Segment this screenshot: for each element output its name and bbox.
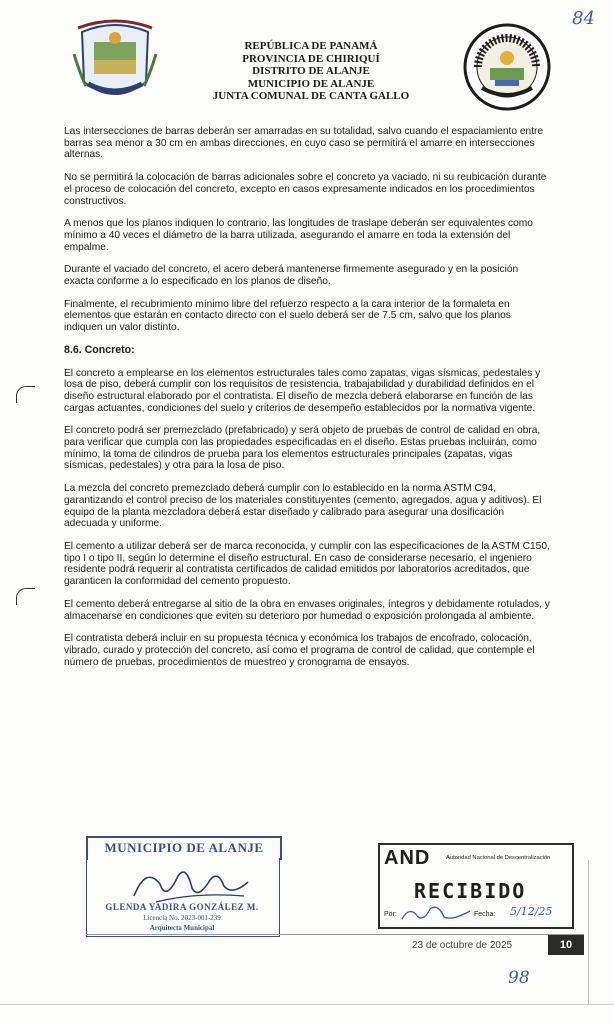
municipio-stamp (86, 836, 278, 938)
paragraph: Durante el vaciado del concreto, el acero deberá mantenerse firmemente asegurado y en la posición exacta conforme a lo especificado en los planos de diseño. (64, 264, 519, 288)
paragraph: La mezcla del concreto premezclado deberá cumplir con lo establecido en la norma ASTM C94, garantizando el control preciso de los materiales constituyentes (cemento, agregados, agua y aditivos). El equipo de la planta mezcladora deberá estar diseñado y calibrado para asegurar una dosificación adecuada y uniforme. (64, 483, 542, 530)
document-header (0, 40, 614, 103)
handwritten-folio-bottom: 98 (508, 968, 530, 988)
header-line-4: MUNICIPIO DE ALANJE (247, 77, 375, 90)
receiver-signature (400, 903, 472, 923)
footer-date: 23 de octubre de 2025 (412, 940, 513, 951)
received-stamp (378, 843, 574, 929)
received-label: RECIBIDO (414, 879, 527, 903)
paragraph: El cemento a utilizar deberá ser de marca reconocida, y cumplir con las especificaciones de la ASTM C150, tipo I o tipo II, según lo determine el diseño estructural. En caso de considerarse necesario, el ingeniero residente podrá requerir al contratista certificados de calidad emitidos por laboratorios acreditados, que garanticen la conformidad del cemento propuesto. (64, 540, 550, 588)
paragraph: Las intersecciones de barras deberán ser amarradas en su totalidad, salvo cuando el espaciamiento entre barras sea menor a 30 cm en ambas direcciones, en cuyo caso se permitirá el amarre en intersecciones alternas. (64, 126, 544, 161)
paragraph: A menos que los planos indiquen lo contrario, las longitudes de traslape deberán ser equivalentes como mínimo a 40 veces el diámetro de la barra utilizada, asegurando el amarre en toda la extensión del empalme. (64, 218, 533, 253)
paragraph: No se permitirá la colocación de barras adicionales sobre el concreto ya vaciado, ni su reubicación durante el proceso de colocación del concreto, excepto en casos expresamente indicados en los procedimientos constructivos. (64, 172, 547, 207)
header-line-1: REPÚBLICA DE PANAMÁ (244, 40, 378, 52)
and-logo-text: AND (384, 847, 431, 869)
license-number: Licencia No. 2023-001-239 (143, 914, 221, 922)
binder-hole-mark (16, 386, 35, 403)
paragraph: El cemento deberá entregarse al sitio de la obra en envases originales, íntegros y debidamente rotulados, y almacenarse en condiciones que eviten su deterioro por humedad o exposición prolongada al ambiente. (64, 598, 550, 622)
paragraph: El contratista deberá incluir en su propuesta técnica y económica los trabajos de encofrado, colocación, vibrado, curado y protección del concreto, así como el programa de control de calidad, que contemple el número de pruebas, procedimientos de muestreo y cronograma de ensayos. (64, 633, 535, 668)
header-line-5: JUNTA COMUNAL DE CANTA GALLO (212, 90, 410, 102)
received-by-label: Por: (384, 911, 397, 918)
footer-divider (86, 934, 584, 935)
handwritten-folio-top: 84 (572, 8, 595, 29)
architect-role: Arquitecta Municipal (149, 924, 215, 932)
stamp-title: MUNICIPIO DE ALANJE (86, 836, 282, 860)
received-date-label: Fecha: (474, 911, 496, 918)
paragraph: El concreto a emplearse en los elementos estructurales tales como zapatas, vigas sísmicas, pedestales y losa de piso, deberá cumplir con los requisitos de resistencia, trabajabilidad y durabilidad definidos en el diseño estructural elaborado por el contratista. El diseño de mezcla deberá elaborarse en función de las cargas actuantes, condiciones del suelo y criterios de desempeño establecidos por la normativa vigente. (64, 367, 541, 414)
paragraph: Finalmente, el recubrimiento mínimo libre del refuerzo respecto a la cara interior de la formaleta en elementos que estarán en contacto directo con el suelo deberá ser de 7.5 cm, salvo que los planos indiquen un valor distinto. (64, 298, 511, 334)
paragraph: El concreto podrá ser premezclado (prefabricado) y será objeto de pruebas de control de calidad en obra, para verificar que cumpla con las propiedades especificadas en el diseño. Estas pruebas incluirán, como mínimo, la toma de cilindros de prueba para los elementos estructurales principales (zapatas, vigas sísmicas, pedestales) y otra para la losa de piso. (64, 425, 541, 472)
received-date-handwritten: 5/12/25 (510, 905, 553, 918)
header-line-2: PROVINCIA DE CHIRIQUÍ (242, 52, 380, 65)
authority-name: Autoridad Nacional de Descentralización (446, 855, 551, 861)
binder-hole-mark (16, 588, 35, 605)
section-heading: 8.6. Concreto: (64, 343, 135, 356)
page-edge-line (588, 860, 589, 1004)
header-line-3: DISTRITO DE ALANJE (252, 65, 370, 77)
architect-name: GLENDA YADIRA GONZÁLEZ M. (105, 902, 259, 912)
page-number: 10 (548, 935, 584, 955)
document-body (64, 126, 550, 679)
scan-bottom-edge (0, 1004, 614, 1005)
